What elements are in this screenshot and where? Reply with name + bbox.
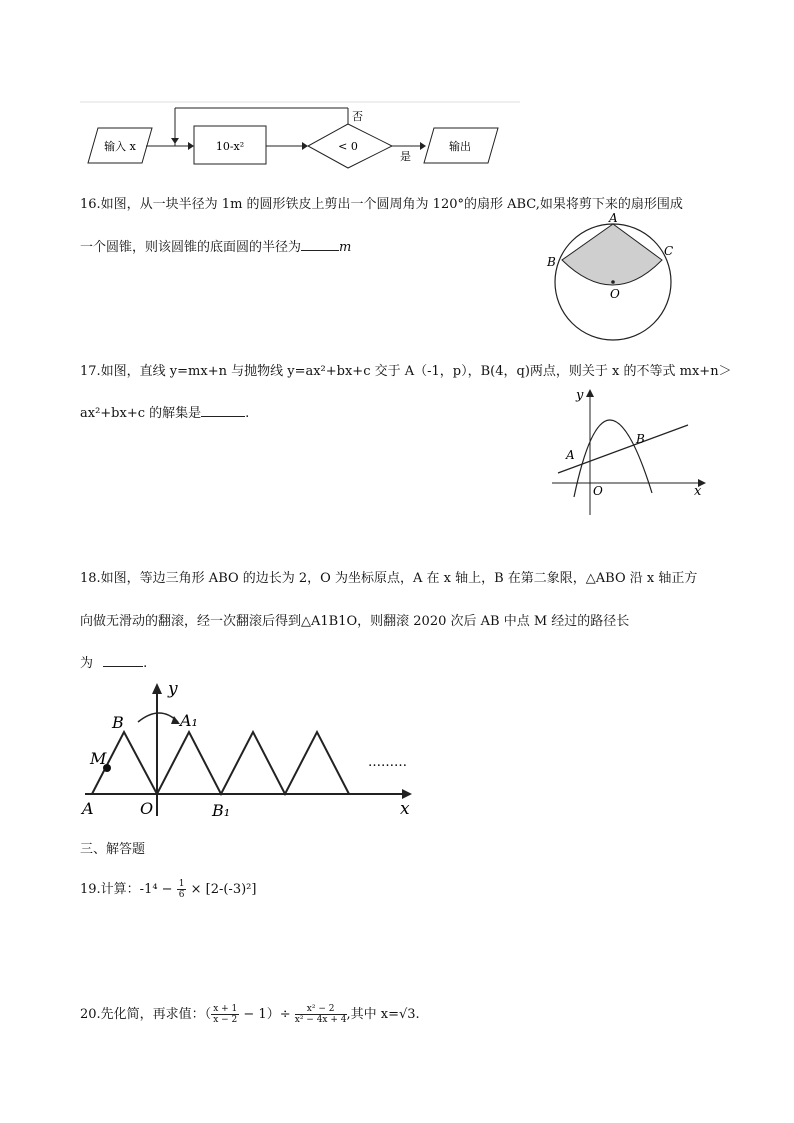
q20-suffix: ,其中 x=√3. (346, 1007, 420, 1022)
q17-line2-prefix: ax²+bx+c 的解集是 (80, 406, 202, 421)
q19-fraction (177, 879, 187, 900)
q18-label-y: y (168, 679, 178, 699)
q16-label-o: O (610, 287, 620, 301)
q20-f1-den: x − 2 (213, 1015, 238, 1025)
flow-input-label: 输入 x (104, 140, 136, 153)
q16-unit: m (339, 240, 352, 255)
q19-expression (80, 878, 256, 900)
q19-prefix: 19.计算：-1⁴ − (80, 882, 173, 897)
q17-label-a: A (566, 448, 575, 462)
q20-mid: − 1）÷ (243, 1007, 291, 1022)
q18-line2: 向做无滑动的翻滚，经一次翻滚后得到△A1B1O，则翻滚 2020 次后 AB 中点 M 经过的路径长 (80, 614, 630, 629)
q20-f1-num: x + 1 (213, 1004, 238, 1014)
q16-label-c: C (664, 244, 674, 258)
flow-output-label: 输出 (449, 140, 471, 153)
q18-figure (80, 676, 420, 826)
q16-line2 (80, 236, 351, 255)
q18-label-a1: A₁ (180, 711, 198, 730)
q18-line3-prefix: 为 (80, 656, 94, 671)
q16-line1: 16.如图，从一块半径为 1m 的圆形铁皮上剪出一个圆周角为 120°的扇形 ABC,如果将剪下来的扇形围成 (80, 197, 683, 212)
q17-line2-suffix: . (245, 406, 250, 421)
q18-label-o: O (140, 799, 154, 818)
q17-figure (548, 385, 713, 520)
q17-label-x: x (694, 484, 702, 499)
q18-answer-blank[interactable] (103, 654, 143, 667)
q20-f2-num: x² − 2 (295, 1004, 347, 1015)
q18-line3 (80, 652, 147, 671)
q20-expression (80, 1003, 420, 1025)
q20-fraction-2 (295, 1004, 347, 1025)
flow-no-label: 否 (352, 110, 363, 123)
q17-answer-blank[interactable] (201, 404, 245, 417)
flowchart (80, 98, 530, 173)
q20-fraction-1 (211, 1004, 239, 1025)
q16-label-b: B (547, 255, 556, 269)
q20-prefix: 20.先化简，再求值：（ (80, 1007, 212, 1022)
q18-line1: 18.如图，等边三角形 ABO 的边长为 2，O 为坐标原点，A 在 x 轴上，B 在第二象限，△ABO 沿 x 轴正方 (80, 571, 698, 586)
q19-frac-den: 6 (178, 890, 185, 900)
q18-line3-suffix: . (143, 656, 148, 671)
q19-frac-num: 1 (178, 879, 185, 889)
section-3-heading: 三、解答题 (80, 842, 146, 857)
q16-label-a: A (609, 211, 618, 225)
q17-label-o: O (593, 484, 603, 498)
flow-condition-label: < 0 (338, 140, 358, 153)
flow-process-label: 10-x² (215, 140, 245, 153)
q17-label-y: y (576, 388, 584, 403)
q19-suffix: × [2-(-3)²] (190, 882, 257, 897)
q18-label-x: x (400, 799, 410, 819)
flow-yes-label: 是 (400, 150, 411, 163)
q17-label-b: B (636, 432, 645, 446)
q18-dots: ……… (368, 755, 407, 770)
q20-f2-den: x² − 4x + 4 (294, 1015, 347, 1025)
q16-figure (540, 210, 690, 345)
q17-line2 (80, 402, 249, 421)
q18-label-a: A (82, 799, 94, 818)
q16-line2-prefix: 一个圆锥，则该圆锥的底面圆的半径为 (80, 240, 302, 255)
q16-answer-blank[interactable] (301, 238, 339, 251)
q17-line1: 17.如图，直线 y=mx+n 与抛物线 y=ax²+bx+c 交于 A（-1，p），B(4，q)两点，则关于 x 的不等式 mx+n＞ (80, 364, 732, 379)
q18-label-b: B (112, 713, 124, 732)
q18-label-m: M (90, 749, 107, 768)
q18-label-b1: B₁ (212, 801, 231, 820)
